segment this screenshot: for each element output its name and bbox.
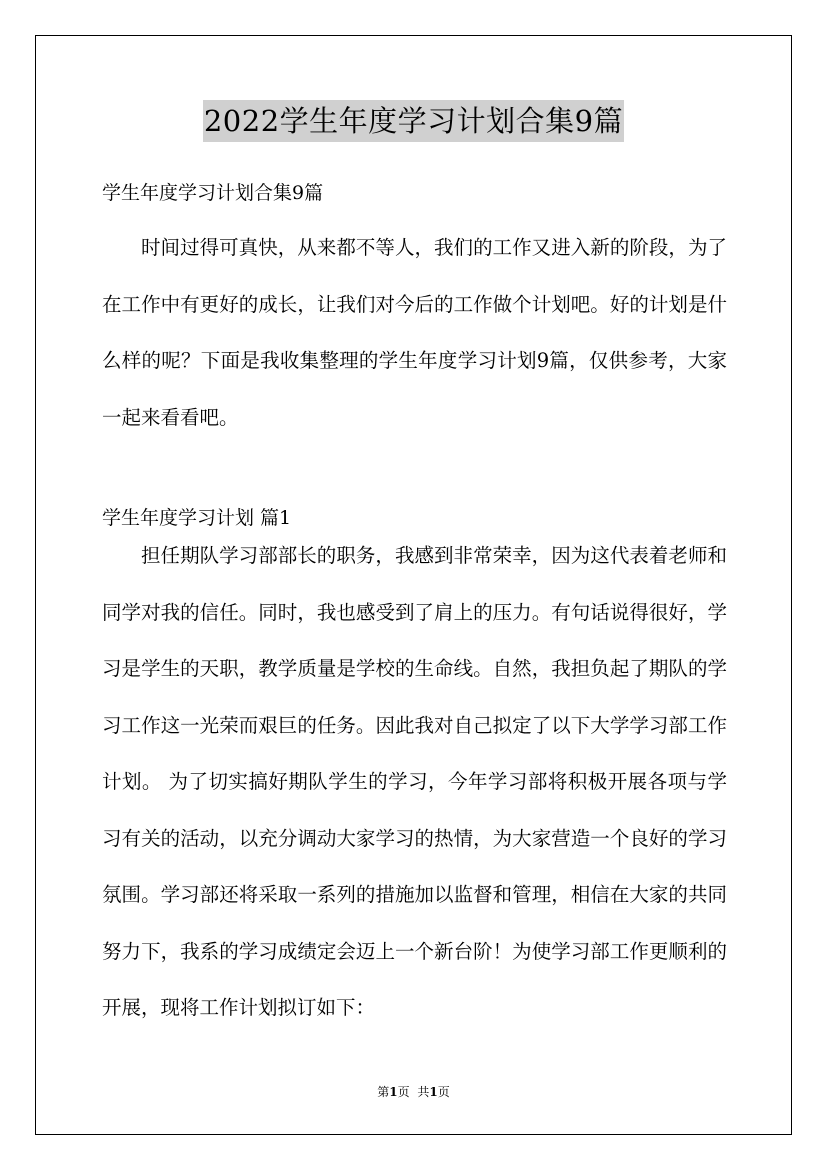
page-footer — [0, 1083, 827, 1101]
footer-total-suffix: 页 — [437, 1085, 450, 1099]
footer-page-number: 1 — [389, 1085, 398, 1099]
document-subtitle: 学生年度学习计划合集9篇 — [102, 182, 324, 204]
footer-page-suffix: 页 — [397, 1085, 410, 1099]
footer-total-pages: 1 — [429, 1085, 438, 1099]
section-heading: 学生年度学习计划 篇1 — [102, 507, 292, 529]
footer-page-prefix: 第 — [377, 1085, 390, 1099]
document-title: 2022学生年度学习计划合集9篇 — [203, 100, 624, 142]
document-title-container — [0, 100, 827, 142]
section-paragraph: 担任期队学习部部长的职务，我感到非常荣幸，因为这代表着老师和同学对我的信任。同时，我也感受到了肩上的压力。有句话说得很好，学习是学生的天职，教学质量是学校的生命线。自然，我担负起了期队的学习工作这一光荣而艰巨的任务。因此我对自己拟定了以下大学学习部工作计划。 为了切实搞好期队学生的学习，今年学习部将积极开展各项与学习有关的活动，以充分调动大家学习的热情，为大家营造一个良好的学习氛围。学习部还将采取一系列的措施加以监督和管理，相信在大家的共同努力下，我系的学习成绩定会迈上一个新台阶！为使学习部工作更顺利的开展，现将工作计划拟订如下： — [102, 544, 727, 1019]
footer-total-prefix: 共 — [417, 1085, 430, 1099]
intro-paragraph: 时间过得可真快，从来都不等人，我们的工作又进入新的阶段，为了在工作中有更好的成长，让我们对今后的工作做个计划吧。好的计划是什么样的呢？下面是我收集整理的学生年度学习计划9篇，仅供参考，大家一起来看看吧。 — [102, 236, 727, 429]
